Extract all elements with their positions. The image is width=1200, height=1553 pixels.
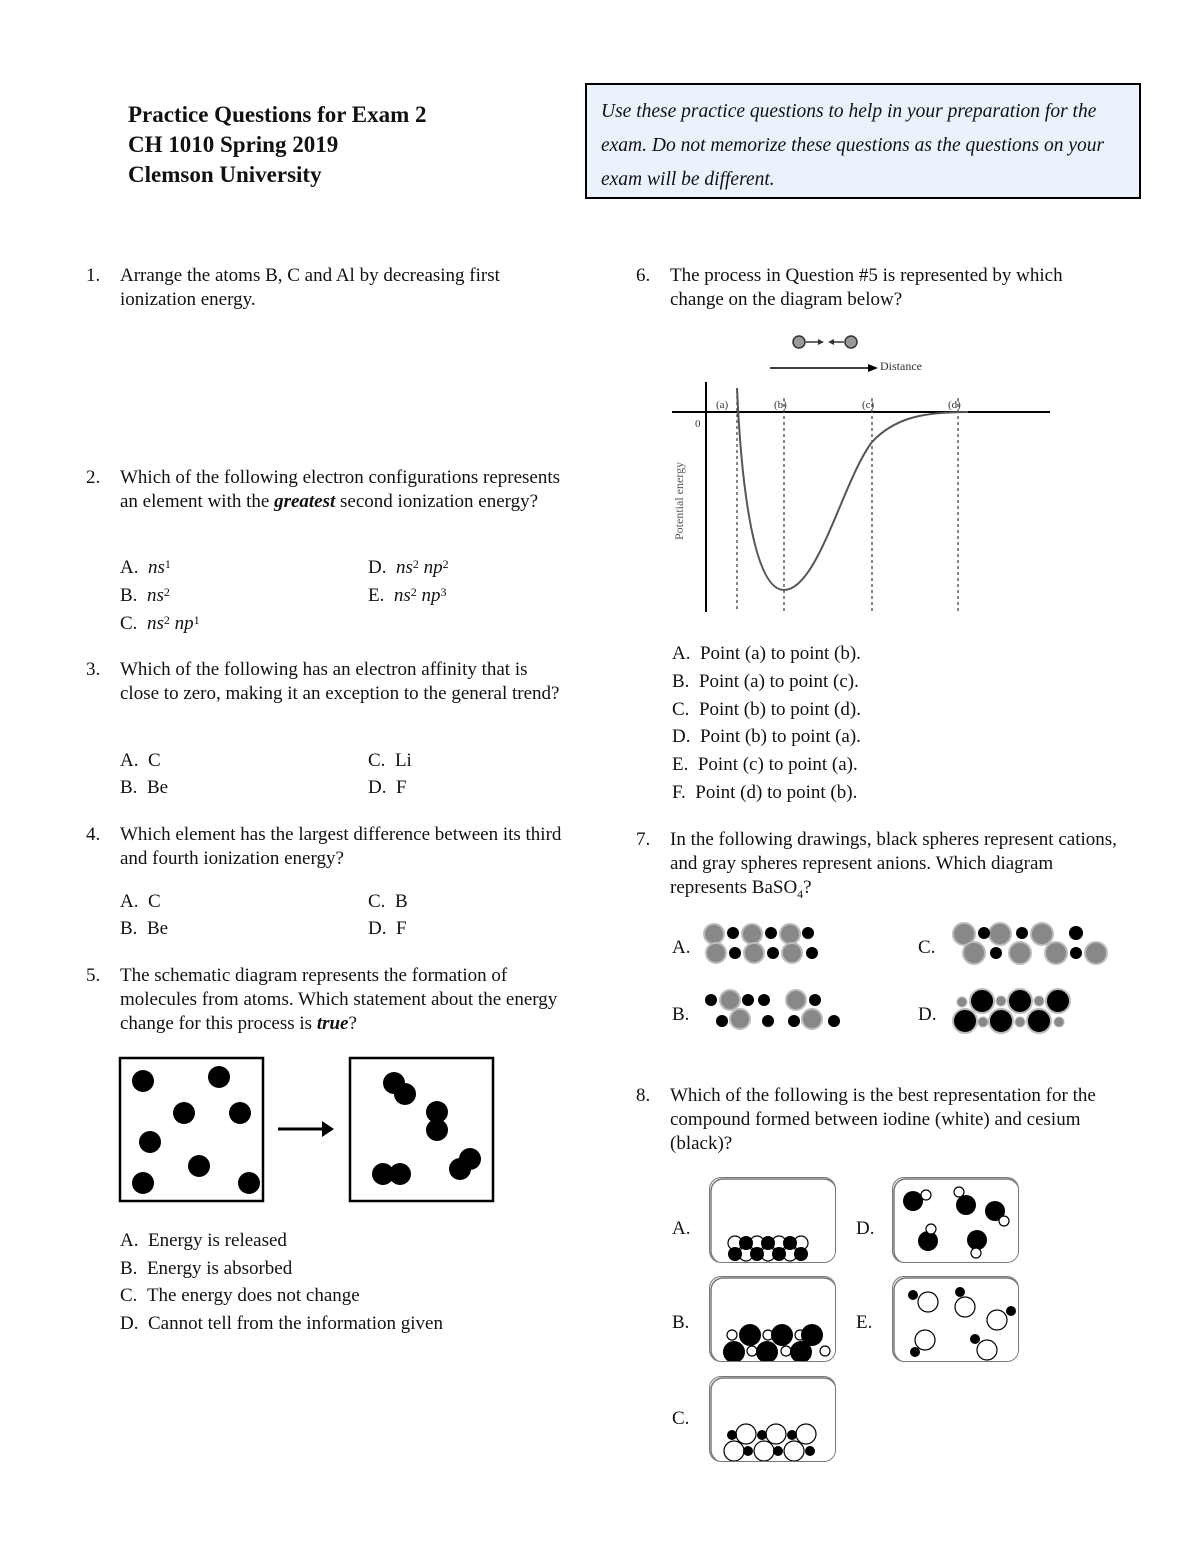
option-e[interactable]: E. $ns^2$ $np^3$ bbox=[368, 585, 447, 606]
q8-diagram-c[interactable] bbox=[709, 1376, 836, 1462]
option-c[interactable]: C. Point (b) to point (d). bbox=[672, 699, 861, 720]
option-b[interactable]: B. Point (a) to point (c). bbox=[672, 671, 859, 692]
option-c[interactable]: C. The energy does not change bbox=[120, 1285, 360, 1306]
reaction-arrow-icon bbox=[278, 1121, 334, 1137]
y-axis-label: Potential energy bbox=[672, 461, 686, 540]
option-d-label[interactable]: D. bbox=[918, 1004, 937, 1025]
option-b-label[interactable]: B. bbox=[672, 1312, 690, 1333]
question-text: Which of the following is the best representation for the compound formed between iodine (white) and cesium (black)? bbox=[670, 1085, 1096, 1154]
option-a[interactable]: A. Energy is released bbox=[120, 1230, 287, 1251]
question-number: 6. bbox=[636, 265, 651, 286]
option-a-label[interactable]: A. bbox=[672, 1218, 691, 1239]
point-b-label: (b) bbox=[774, 399, 787, 411]
point-a-label: (a) bbox=[716, 399, 729, 411]
distance-arrow bbox=[770, 364, 878, 372]
option-b-label[interactable]: B. bbox=[672, 1004, 690, 1025]
page-title bbox=[128, 100, 427, 190]
option-a-label[interactable]: A. bbox=[672, 937, 691, 958]
emphasis-text: true bbox=[316, 1013, 349, 1034]
question-text: The process in Question #5 is represented by which change on the diagram below? bbox=[670, 265, 1063, 310]
option-c[interactable]: C. $ns^2$ $np^1$ bbox=[120, 613, 200, 634]
option-b[interactable]: B. $ns^2$ bbox=[120, 585, 170, 606]
question-text: Which element has the largest difference between its third and fourth ionization energy? bbox=[120, 824, 562, 869]
potential-energy-diagram bbox=[668, 330, 1058, 620]
question-number: 2. bbox=[86, 467, 101, 488]
option-c[interactable]: C. B bbox=[368, 891, 408, 912]
option-d[interactable]: D. $ns^2$ $np^2$ bbox=[368, 557, 449, 578]
question-text: Arrange the atoms B, C and Al by decreasing first ionization energy. bbox=[120, 265, 500, 310]
question-number: 3. bbox=[86, 659, 101, 680]
option-e[interactable]: E. Point (c) to point (a). bbox=[672, 754, 858, 775]
option-b[interactable]: B. Be bbox=[120, 918, 169, 939]
option-a[interactable]: A. $ns^1$ bbox=[120, 557, 171, 578]
question-number: 1. bbox=[86, 265, 101, 286]
option-c[interactable]: C. Li bbox=[368, 750, 412, 771]
question-number: 7. bbox=[636, 829, 651, 850]
title-line-3: Clemson University bbox=[128, 162, 322, 187]
question-text: Which of the following electron configurations represents an element with the greatest second ionization energy? bbox=[120, 467, 561, 512]
molecules-box bbox=[350, 1058, 493, 1201]
q8-diagram-d[interactable] bbox=[892, 1177, 1019, 1263]
approaching-atoms-icon bbox=[793, 336, 857, 348]
option-e-label[interactable]: E. bbox=[856, 1312, 873, 1333]
option-d-label[interactable]: D. bbox=[856, 1218, 875, 1239]
option-b[interactable]: B. Be bbox=[120, 777, 169, 798]
option-a[interactable]: A. C bbox=[120, 750, 161, 771]
question-text: In the following drawings, black spheres represent cations, and gray spheres represent anions. Which diagram represents BaSO$_4$? bbox=[670, 829, 1117, 901]
point-c-label: (c) bbox=[862, 399, 875, 411]
q8-diagram-e[interactable] bbox=[892, 1276, 1019, 1362]
option-d[interactable]: D. Point (b) to point (a). bbox=[672, 726, 861, 747]
option-b[interactable]: B. Energy is absorbed bbox=[120, 1258, 293, 1279]
question-number: 4. bbox=[86, 824, 101, 845]
q7-diagram-c[interactable] bbox=[948, 918, 1113, 970]
option-a[interactable]: A. Point (a) to point (b). bbox=[672, 643, 861, 664]
x-axis-label: Distance bbox=[880, 359, 922, 373]
question-number: 8. bbox=[636, 1085, 651, 1106]
option-c-label[interactable]: C. bbox=[672, 1408, 690, 1429]
option-a[interactable]: A. C bbox=[120, 891, 161, 912]
option-f[interactable]: F. Point (d) to point (b). bbox=[672, 782, 858, 803]
title-line-2: CH 1010 Spring 2019 bbox=[128, 132, 339, 157]
q8-diagram-a[interactable] bbox=[709, 1177, 836, 1263]
energy-curve bbox=[737, 388, 968, 590]
title-line-1: Practice Questions for Exam 2 bbox=[128, 102, 427, 127]
option-d[interactable]: D. F bbox=[368, 918, 407, 939]
option-c-label[interactable]: C. bbox=[918, 937, 936, 958]
option-d[interactable]: D. F bbox=[368, 777, 407, 798]
question-number: 5. bbox=[86, 965, 101, 986]
atoms-to-molecules-diagram bbox=[118, 1056, 498, 1204]
q7-diagram-b[interactable] bbox=[700, 986, 845, 1036]
option-d[interactable]: D. Cannot tell from the information given bbox=[120, 1313, 443, 1334]
q8-diagram-b[interactable] bbox=[709, 1276, 836, 1362]
question-text: Which of the following has an electron affinity that is close to zero, making it an exception to the general trend? bbox=[120, 659, 560, 704]
q7-diagram-d[interactable] bbox=[948, 984, 1078, 1038]
question-text: The schematic diagram represents the formation of molecules from atoms. Which statement about the energy change for this process is true? bbox=[120, 965, 558, 1034]
emphasis-text: greatest bbox=[274, 491, 336, 512]
point-d-label: (d) bbox=[948, 399, 961, 411]
instructions-note: Use these practice questions to help in your preparation for the exam. Do not memorize these questions as the questions on your exam will be different. bbox=[585, 83, 1141, 199]
q7-diagram-a[interactable] bbox=[700, 918, 830, 970]
zero-label: 0 bbox=[695, 418, 701, 430]
